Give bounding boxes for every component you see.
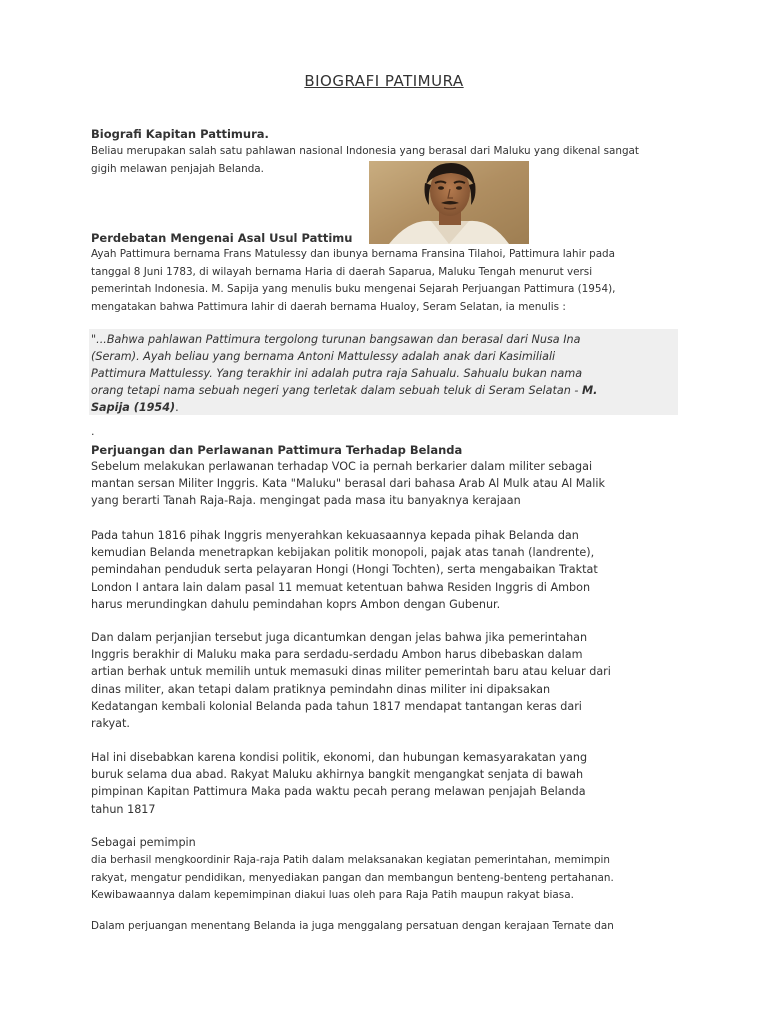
text-line: artian berhak untuk memilih untuk memasuki dinas militer pemerintah baru atau keluar dari	[91, 665, 611, 679]
text-line: Inggris berakhir di Maluku maka para serdadu-serdadu Ambon harus dibebaskan dalam	[91, 648, 583, 662]
text-line: Beliau merupakan salah satu pahlawan nasional Indonesia yang berasal dari Maluku yang dikenal sangat	[91, 145, 639, 157]
quote-end: .	[175, 401, 179, 414]
quote-line: (Seram). Ayah beliau yang bernama Antoni Mattulessy adalah anak dari Kasimiliali	[91, 350, 556, 363]
text-line: pemerintah Indonesia. M. Sapija yang menulis buku mengenai Sejarah Perjuangan Pattimura (1954),	[91, 283, 616, 296]
text-line: pimpinan Kapitan Pattimura Maka pada waktu pecah perang melawan penjajah Belanda	[91, 785, 586, 799]
text-line: pemindahan penduduk serta pelayaran Hongi (Hongi Tochten), serta mengabaikan Traktat	[91, 563, 598, 577]
paragraph-perjuangan-1	[91, 458, 681, 510]
text-line: mengatakan bahwa Pattimura lahir di daerah bernama Hualoy, Seram Selatan, ia menulis :	[91, 300, 566, 313]
paragraph-perjuangan-3	[91, 629, 681, 732]
paragraph-perjuangan-4	[91, 749, 681, 818]
text-line: Sebelum melakukan perlawanan terhadap VOC ia pernah berkarier dalam militer sebagai	[91, 460, 593, 473]
separator-dot: .	[91, 425, 95, 438]
paragraph-pemimpin	[91, 852, 681, 905]
text-line: Kedatangan kembali kolonial Belanda pada tahun 1817 mendapat tantangan keras dari	[91, 699, 582, 713]
text-line: dinas militer, akan tetapi dalam pratiknya pemindahn dinas militer ini dipaksakan	[91, 682, 551, 696]
quote-author: M.	[581, 384, 598, 397]
text-line: Dan dalam perjanjian tersebut juga dicantumkan dengan jelas bahwa jika pemerintahan	[91, 631, 588, 644]
quote-line	[91, 382, 676, 399]
text-line: dia berhasil mengkoordinir Raja-raja Patih dalam melaksanakan kegiatan pemerintahan, memimpin	[91, 854, 610, 866]
section-heading-biografi: Biografi Kapitan Pattimura.	[91, 127, 269, 141]
text-line: yang berarti Tanah Raja-Raja. mengingat pada masa itu banyaknya kerajaan	[91, 494, 521, 508]
text-line: tahun 1817	[91, 802, 156, 816]
text-line: buruk selama dua abad. Rakyat Maluku akhirnya bangkit mengangkat senjata di bawah	[91, 768, 584, 782]
text-line: rakyat, mengatur pendidikan, menyediakan pangan dan membangun benteng-benteng pertahanan.	[91, 871, 614, 884]
text-line: Pada tahun 1816 pihak Inggris menyerahkan kekuasaannya kepada pihak Belanda dan	[91, 529, 579, 542]
quote-text	[91, 331, 676, 416]
text-line: gigih melawan penjajah Belanda.	[91, 162, 264, 175]
section-heading-asal-usul: Perdebatan Mengenai Asal Usul Pattimu	[91, 231, 353, 245]
section-heading-pemimpin	[91, 834, 681, 851]
text-line: Ayah Pattimura bernama Frans Matulessy dan ibunya bernama Fransina Tilahoi, Pattimura lahir pada	[91, 248, 616, 260]
text-line: mantan sersan Militer Inggris. Kata "Maluku" berasal dari bahasa Arab Al Mulk atau Al Malik	[91, 477, 605, 491]
text-line: tanggal 8 Juni 1783, di wilayah bernama Haria di daerah Saparua, Maluku Tengah menurut versi	[91, 265, 593, 278]
paragraph-last	[91, 918, 681, 936]
quote-line: Pattimura Mattulessy. Yang terakhir ini adalah putra raja Sahualu. Sahualu bukan nama	[91, 367, 583, 380]
text-line: Kewibawaannya dalam kepemimpinan diakui luas oleh para Raja Patih maupun rakyat biasa.	[91, 889, 574, 902]
text-line: Hal ini disebabkan karena kondisi politik, ekonomi, dan hubungan kemasyarakatan yang	[91, 751, 588, 764]
quote-line-text: orang tetapi nama sebuah negeri yang terletak dalam sebuah teluk di Seram Selatan -	[91, 384, 582, 397]
paragraph-asal-usul	[91, 246, 681, 316]
pattimura-portrait-image	[369, 161, 529, 244]
quote-line: "...Bahwa pahlawan Pattimura tergolong turunan bangsawan dan berasal dari Nusa Ina	[91, 333, 581, 346]
quote-author-cont: Sapija (1954)	[91, 401, 176, 414]
text-line: rakyat.	[91, 717, 130, 731]
document-title: BIOGRAFI PATIMURA	[304, 72, 464, 90]
text-line: harus merundingkan dahulu pemindahan koprs Ambon dengan Gubenur.	[91, 597, 501, 611]
text-line: Sebagai pemimpin	[91, 836, 196, 849]
text-line: London I antara lain dalam pasal 11 memuat ketentuan bahwa Residen Inggris di Ambon	[91, 580, 591, 594]
text-line: kemudian Belanda menetrapkan kebijakan politik monopoli, pajak atas tanah (landrente),	[91, 546, 595, 560]
text-line: Dalam perjuangan menentang Belanda ia juga menggalang persatuan dengan kerajaan Ternate dan	[91, 920, 614, 932]
paragraph-perjuangan-2	[91, 527, 681, 613]
section-heading-perjuangan: Perjuangan dan Perlawanan Pattimura Terhadap Belanda	[91, 443, 463, 457]
quote-line	[91, 399, 676, 416]
